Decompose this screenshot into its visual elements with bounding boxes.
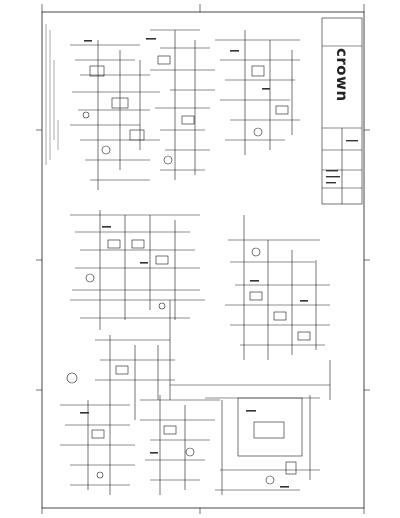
zone-ticks [36, 4, 370, 514]
lower-right-circuit [170, 360, 330, 495]
upper-right-circuit [215, 30, 300, 155]
middle-right-circuit [225, 215, 330, 360]
notes-column [46, 24, 58, 165]
brand-name: crown [333, 48, 351, 102]
upper-left-circuit [70, 40, 160, 190]
upper-middle-circuit [150, 30, 215, 180]
lower-middle-circuit [140, 300, 220, 495]
lower-left-circuit [60, 335, 175, 495]
crown-logo-icon [333, 48, 355, 126]
middle-left-circuit [70, 210, 205, 330]
